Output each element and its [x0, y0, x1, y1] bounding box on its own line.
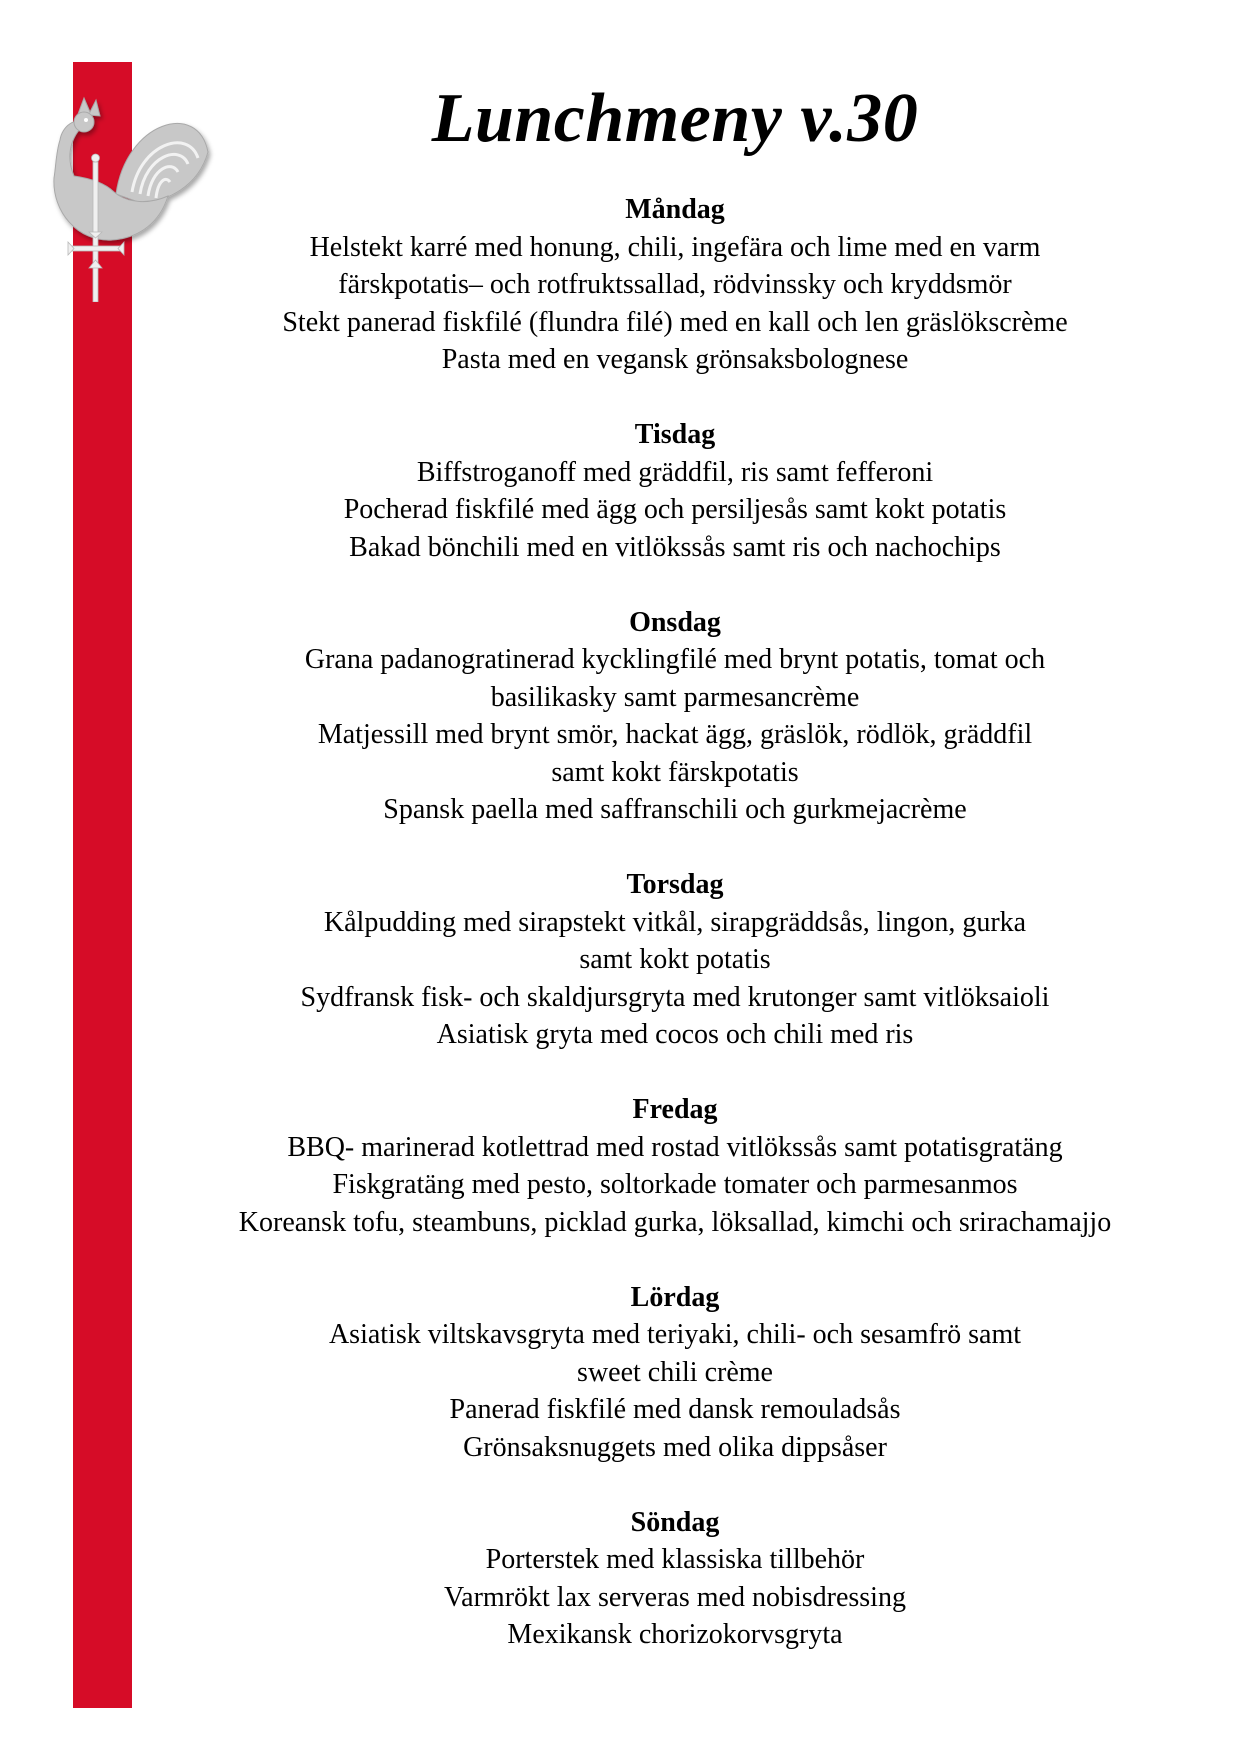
red-accent-bar [73, 62, 132, 1708]
dish-line: Asiatisk viltskavsgryta med teriyaki, chili- och sesamfrö samt [328, 1319, 1022, 1350]
dish-line: Panerad fiskfilé med dansk remouladsås [449, 1394, 901, 1425]
weekly-menu [150, 191, 1200, 1691]
dish-line: samt kokt färskpotatis [551, 756, 799, 788]
dish-line: Porterstek med klassiska tillbehör [485, 1544, 865, 1575]
dish-line: Bakad bönchili med en vitlökssås samt ris och nachochips [349, 531, 1001, 563]
dish-line: Varmrökt lax serveras med nobisdressing [444, 1581, 906, 1613]
day-heading: Lördag [630, 1281, 720, 1313]
dish-line: Pocherad fiskfilé med ägg och persiljesås samt kokt potatis [343, 494, 1007, 525]
day-section [150, 416, 1200, 566]
dish-line: färskpotatis– och rotfruktssallad, rödvinssky och kryddsmör [338, 269, 1012, 300]
day-heading: Tisdag [634, 419, 716, 450]
day-section [150, 866, 1200, 1054]
dish-line: Spansk paella med saffranschili och gurkmejacrème [383, 794, 967, 825]
day-section [150, 1091, 1200, 1241]
day-section [150, 191, 1200, 379]
dish-line: Pasta med en vegansk grönsaksbolognese [441, 344, 909, 375]
dish-line: Kålpudding med sirapstekt vitkål, sirapgräddsås, lingon, gurka [323, 906, 1027, 938]
page-title: Lunchmeny v.30 [431, 80, 919, 157]
dish-line: samt kokt potatis [579, 944, 771, 975]
dish-line: Matjessill med brynt smör, hackat ägg, gräslök, rödlök, gräddfil [317, 719, 1033, 750]
dish-line: Sydfransk fisk- och skaldjursgryta med krutonger samt vitlöksaioli [300, 981, 1050, 1013]
day-heading: Måndag [625, 194, 725, 225]
dish-line: BBQ- marinerad kotlettrad med rostad vitlökssås samt potatisgratäng [287, 1131, 1063, 1163]
dish-line: Mexikansk chorizokorvsgryta [507, 1619, 843, 1650]
day-heading: Fredag [632, 1094, 718, 1125]
dish-line: Fiskgratäng med pesto, soltorkade tomater och parmesanmos [332, 1169, 1018, 1200]
dish-line: Grana padanogratinerad kycklingfilé med brynt potatis, tomat och [304, 644, 1046, 675]
day-heading: Onsdag [629, 606, 721, 638]
dish-line: Grönsaksnuggets med olika dippsåser [463, 1431, 887, 1463]
day-heading: Torsdag [626, 869, 724, 900]
dish-line: Stekt panerad fiskfilé (flundra filé) med en kall och len gräslökscrème [282, 306, 1068, 338]
dish-line: Biffstroganoff med gräddfil, ris samt fefferoni [416, 456, 934, 488]
dish-line: Asiatisk gryta med cocos och chili med ris [436, 1019, 914, 1050]
day-section [150, 604, 1200, 829]
dish-line: Helstekt karré med honung, chili, ingefära och lime med en varm [309, 231, 1041, 263]
day-section [150, 1504, 1200, 1654]
day-heading: Söndag [630, 1506, 720, 1538]
dish-line: Koreansk tofu, steambuns, picklad gurka, löksallad, kimchi och srirachamajjo [238, 1206, 1112, 1238]
dish-line: sweet chili crème [577, 1356, 773, 1388]
dish-line: basilikasky samt parmesancrème [490, 681, 860, 713]
day-section [150, 1279, 1200, 1467]
